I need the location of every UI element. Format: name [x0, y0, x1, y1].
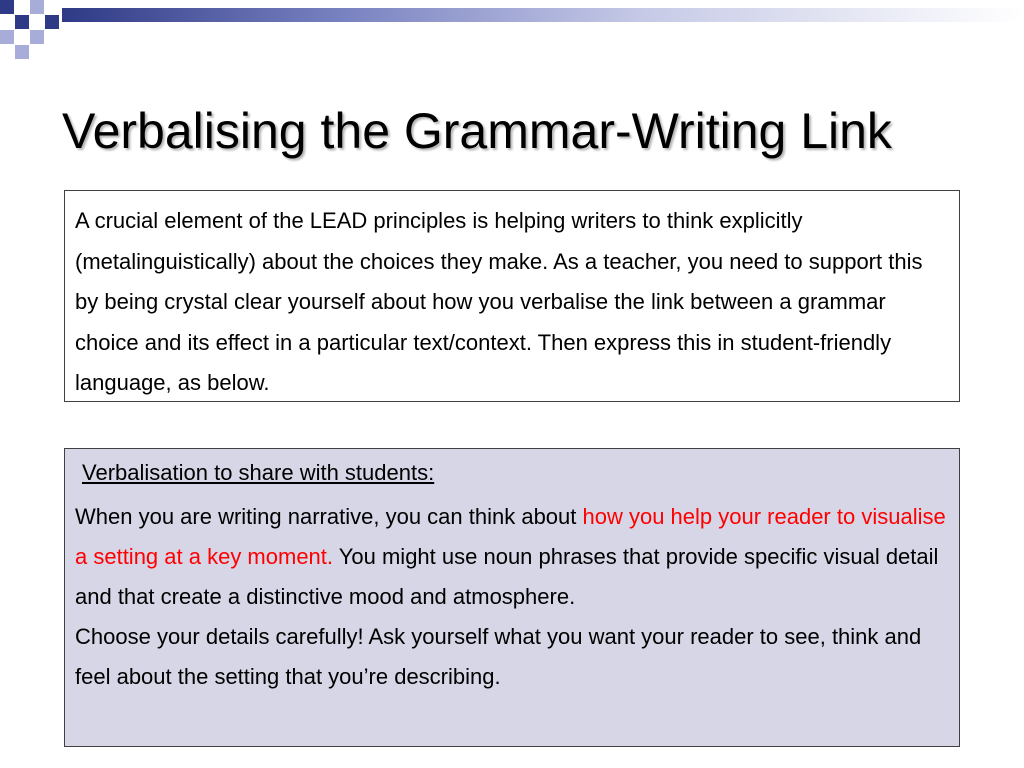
header-gradient-bar	[62, 8, 1024, 22]
slide-title: Verbalising the Grammar-Writing Link	[62, 103, 892, 159]
decor-square	[0, 30, 14, 44]
decor-square	[45, 15, 59, 29]
decor-square	[0, 0, 14, 14]
verbalisation-heading: Verbalisation to share with students:	[82, 460, 435, 485]
intro-box	[64, 190, 960, 402]
decor-square	[30, 0, 44, 14]
verbalisation-text-start: When you are writing narrative, you can think about	[75, 504, 583, 529]
verbalisation-box	[64, 448, 960, 747]
verbalisation-advice: Choose your details carefully! Ask yourself what you want your reader to see, think and feel about the setting that you’re describing.	[75, 624, 922, 689]
decor-square	[15, 45, 29, 59]
intro-text: A crucial element of the LEAD principles is helping writers to think explicitly (metalinguistically) about the choices they make. As a teacher, you need to support this by being crystal clear yourself about how you verbalise the link between a grammar choice and its effect in a particular text/context. Then express this in student-friendly language, as below.	[75, 208, 923, 395]
decor-square	[15, 15, 29, 29]
verbalisation-highlight: how you help your reader to visualise a setting at a key moment.	[75, 504, 946, 569]
verbalisation-paragraph	[75, 497, 949, 617]
header-decoration	[0, 0, 1024, 60]
decor-square	[30, 30, 44, 44]
verbalisation-text-end: You might use noun phrases that provide specific visual detail and that create a distinctive mood and atmosphere.	[75, 544, 939, 609]
